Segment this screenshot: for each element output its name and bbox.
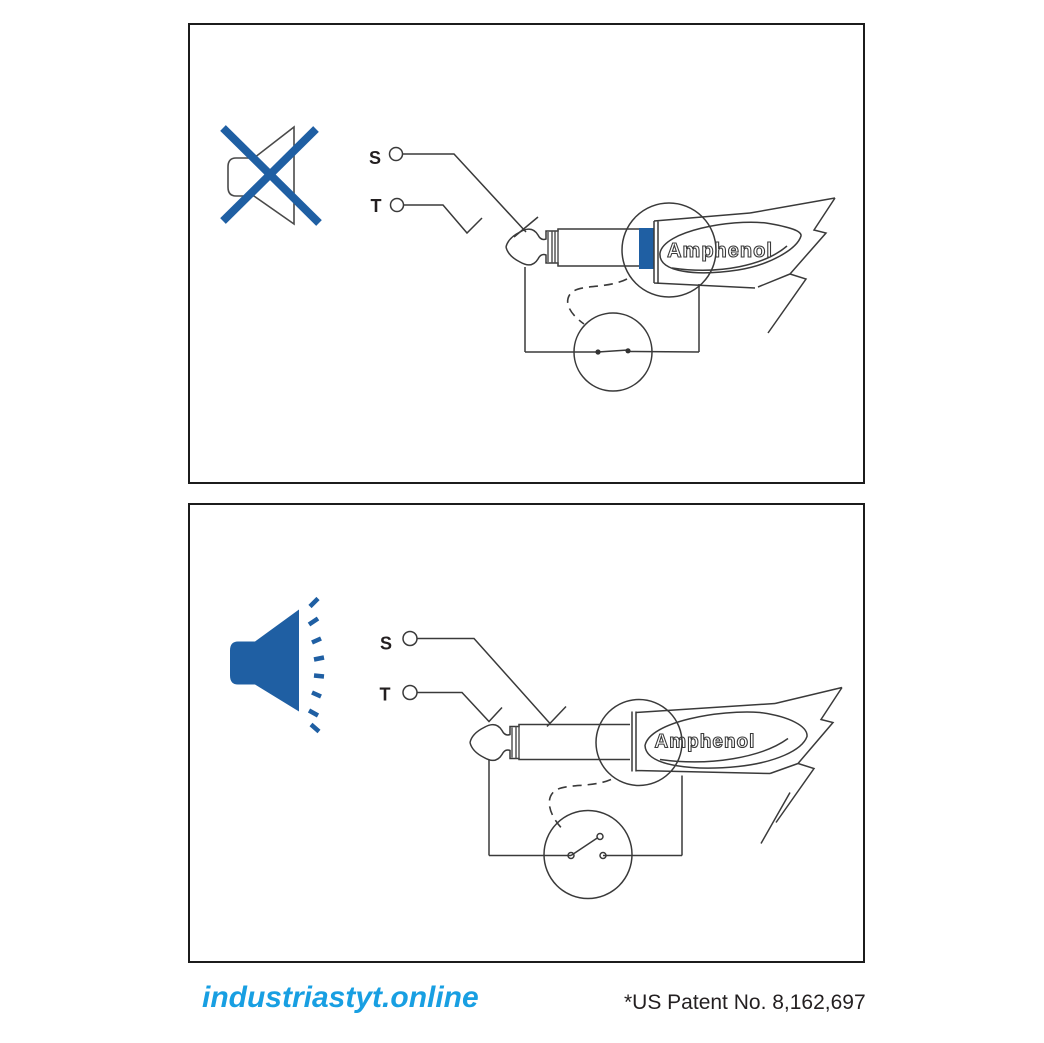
terminal-s-node bbox=[403, 632, 417, 646]
plug-boot bbox=[632, 688, 842, 844]
terminal-s bbox=[369, 148, 538, 238]
switch-contact bbox=[597, 834, 603, 840]
terminal-s-pointer bbox=[547, 707, 566, 727]
switch-circuit-closed bbox=[525, 267, 699, 391]
muted-speaker-icon bbox=[223, 127, 319, 224]
terminal-s-lead bbox=[417, 639, 550, 724]
terminal-s-label: S bbox=[368, 148, 382, 168]
leader-dashed bbox=[568, 279, 627, 324]
terminal-t-label: T bbox=[370, 196, 382, 216]
switch-contact bbox=[625, 348, 630, 353]
terminal-t bbox=[380, 685, 503, 722]
brand-label: Amphenol bbox=[667, 240, 773, 262]
switch-lever-open bbox=[571, 838, 598, 856]
terminal-t-node bbox=[403, 686, 417, 700]
watermark-site-text: industriastyt.online bbox=[202, 981, 479, 1014]
terminal-t-node bbox=[391, 199, 404, 212]
sound-waves-icon bbox=[309, 599, 324, 732]
phone-plug bbox=[470, 688, 842, 844]
phone-plug bbox=[506, 198, 835, 333]
terminal-s-lead bbox=[403, 154, 527, 232]
switch-detail-circle bbox=[544, 811, 632, 899]
torn-edge bbox=[750, 198, 835, 333]
plug-boot bbox=[654, 198, 835, 333]
patent-note: *US Patent No. 8,162,697 bbox=[624, 991, 866, 1014]
plug-insulator-ring bbox=[639, 228, 654, 269]
terminal-t-lead bbox=[417, 693, 502, 722]
terminal-t-lead bbox=[404, 205, 483, 233]
terminal-t bbox=[371, 196, 483, 233]
terminal-s-node bbox=[390, 148, 403, 161]
diagram-panel-muted bbox=[188, 23, 865, 484]
terminal-s-label: S bbox=[379, 633, 393, 654]
switch-lever-closed bbox=[598, 350, 628, 352]
speaker-icon bbox=[230, 599, 324, 732]
brand-label: Amphenol bbox=[654, 731, 756, 753]
active-circuit-diagram bbox=[190, 505, 863, 961]
switch-contact bbox=[595, 349, 600, 354]
terminal-t-label: T bbox=[379, 684, 391, 705]
torn-edge bbox=[761, 688, 842, 844]
leader-dashed bbox=[549, 780, 611, 828]
terminal-s bbox=[380, 632, 566, 727]
switch-circuit-open bbox=[489, 760, 682, 899]
diagram-panel-active bbox=[188, 503, 865, 963]
muted-circuit-diagram bbox=[190, 25, 863, 482]
